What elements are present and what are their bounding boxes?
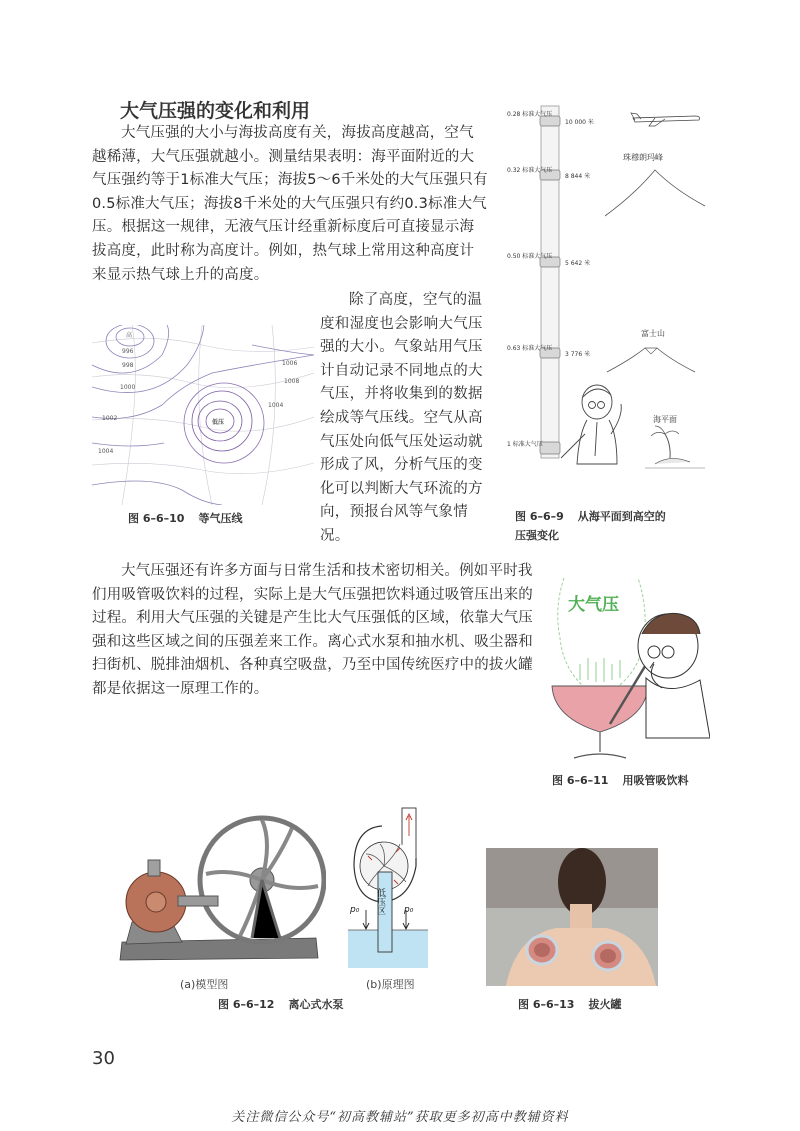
fig-number: 图 6–6–13 [518, 998, 575, 1011]
straw-figure [550, 568, 710, 766]
level-height-3: 3 776 米 [565, 351, 591, 358]
footer-notice: 关注微信公众号“初高教辅站”获取更多初高中教辅资料 [231, 1110, 569, 1125]
pressure-column-figure [505, 104, 715, 492]
paragraph-altitude [92, 122, 488, 287]
isobar-label-1006: 1006 [282, 360, 298, 367]
fig-number: 图 6–6–11 [552, 774, 609, 787]
caption-fig-6-6-11 [552, 772, 688, 788]
pump-model-figure [112, 812, 326, 970]
isobar-label-1004b: 1004 [268, 402, 284, 409]
cupping-photo [486, 848, 658, 986]
fig-number: 图 6–6–9 [515, 510, 564, 523]
paragraph-3-text: 大气压强还有许多方面与日常生活和技术密切相关。例如平时我们用吸管吸饮料的过程，实际上是大气压强把饮料通过吸管压出来的过程。利用大气压强的关键是产生比大气压强低的区域，依靠大气压强和这些区域之间的压强差来工作。离心式水泵和抽水机、吸尘器和扫街机、脱排油烟机、各种真空吸盘，乃至中国传统医疗中的拔火罐都是依据这一原理工作的。 [92, 563, 533, 697]
section-title: 大气压强的变化和利用 [120, 100, 311, 122]
isobar-label-1002: 1002 [102, 415, 118, 422]
cupping-photo-image [486, 848, 658, 986]
fuji-mountain [607, 348, 695, 372]
isobar-label-high: 高 [126, 332, 133, 339]
drink-glass [552, 686, 648, 732]
caption-fig-6-6-12 [218, 996, 343, 1012]
fig-number: 图 6–6–12 [218, 998, 275, 1011]
pump-principle-figure [346, 802, 430, 970]
label-everest: 珠穆朗玛峰 [623, 153, 663, 162]
subcaption-pump-principle: (b)原理图 [366, 978, 415, 991]
fig-number: 图 6–6–10 [128, 512, 185, 525]
fig-caption-line1: 从海平面到高空的 [577, 510, 666, 523]
isobar-label-998: 998 [122, 362, 134, 369]
fig-caption: 等气压线 [198, 512, 243, 525]
isobar-label-1004a: 1004 [98, 448, 114, 455]
caption-fig-6-6-10 [128, 510, 242, 526]
airplane-icon [631, 113, 700, 126]
fig-caption: 用吸管吸饮料 [622, 774, 689, 787]
isobar-label-1008: 1008 [284, 378, 300, 385]
level-height-2: 5 642 米 [565, 260, 591, 267]
label-p0-left: p₀ [350, 905, 360, 915]
label-atmospheric-pressure: 大气压 [568, 595, 619, 615]
isobar-label-1000: 1000 [120, 384, 136, 391]
level-pressure-2: 0.50 标准大气压 [507, 253, 553, 260]
paragraph-weather [320, 289, 490, 549]
pump-model-image [112, 812, 326, 970]
paragraph-1-text: 大气压强的大小与海拔高度有关，海拔高度越高，空气越稀薄，大气压强就越小。测量结果表明：海平面附近的大气压强约等于1标准大气压；海拔5～6千米处的大气压强只有0.5标准大气压；海拔8千米处的大气压强只有约0.3标准大气压。根据这一规律，无液气压计经重新标度后可直接显示海拔高度，此时称为高度计。例如，热气球上常用这种高度计来显示热气球上升的高度。 [92, 125, 488, 283]
fig-caption: 离心式水泵 [288, 998, 344, 1011]
level-height-0: 10 000 米 [565, 119, 594, 126]
level-pressure-0: 0.28 标准大气压 [507, 111, 553, 118]
level-pressure-3: 0.63 标准大气压 [507, 345, 553, 352]
man-illustration [561, 385, 621, 464]
level-height-1: 8 844 米 [565, 173, 591, 180]
pressure-column-illustration [505, 104, 715, 492]
caption-fig-6-6-9 [515, 508, 666, 524]
caption-fig-6-6-9-line2: 压强变化 [515, 529, 559, 542]
page-number: 30 [92, 1048, 115, 1069]
palm-island-icon [645, 426, 705, 468]
man-drinking-illustration [638, 613, 710, 738]
level-pressure-1: 0.32 标准大气压 [507, 167, 553, 174]
label-fuji: 富士山 [641, 329, 665, 338]
label-sea-level: 海平面 [653, 415, 677, 424]
paragraph-applications [92, 560, 544, 702]
label-p0-right: p₀ [404, 905, 414, 915]
level-pressure-4: 1 标准大气压 [507, 441, 543, 448]
straw-illustration [550, 568, 710, 766]
label-low-pressure-zone: 低压区 [375, 888, 385, 915]
pump-principle-diagram [346, 802, 430, 970]
isobar-label-low: 低压 [212, 419, 225, 426]
everest-mountain [605, 170, 705, 216]
isobar-label-996: 996 [122, 348, 134, 355]
fig-caption: 拔火罐 [588, 998, 622, 1011]
subcaption-pump-model: (a)模型图 [180, 978, 229, 991]
isobar-map-figure [92, 325, 314, 505]
isobar-map [92, 325, 314, 505]
paragraph-2-text: 除了高度，空气的温度和湿度也会影响大气压强的大小。气象站用气压计自动记录不同地点的大气压，并将收集到的数据绘成等气压线。空气从高气压处向低气压处运动就形成了风，分析气压的变化可以判断大气环流的方向，预报台风等气象情况。 [320, 292, 483, 544]
caption-fig-6-6-13 [518, 996, 621, 1012]
